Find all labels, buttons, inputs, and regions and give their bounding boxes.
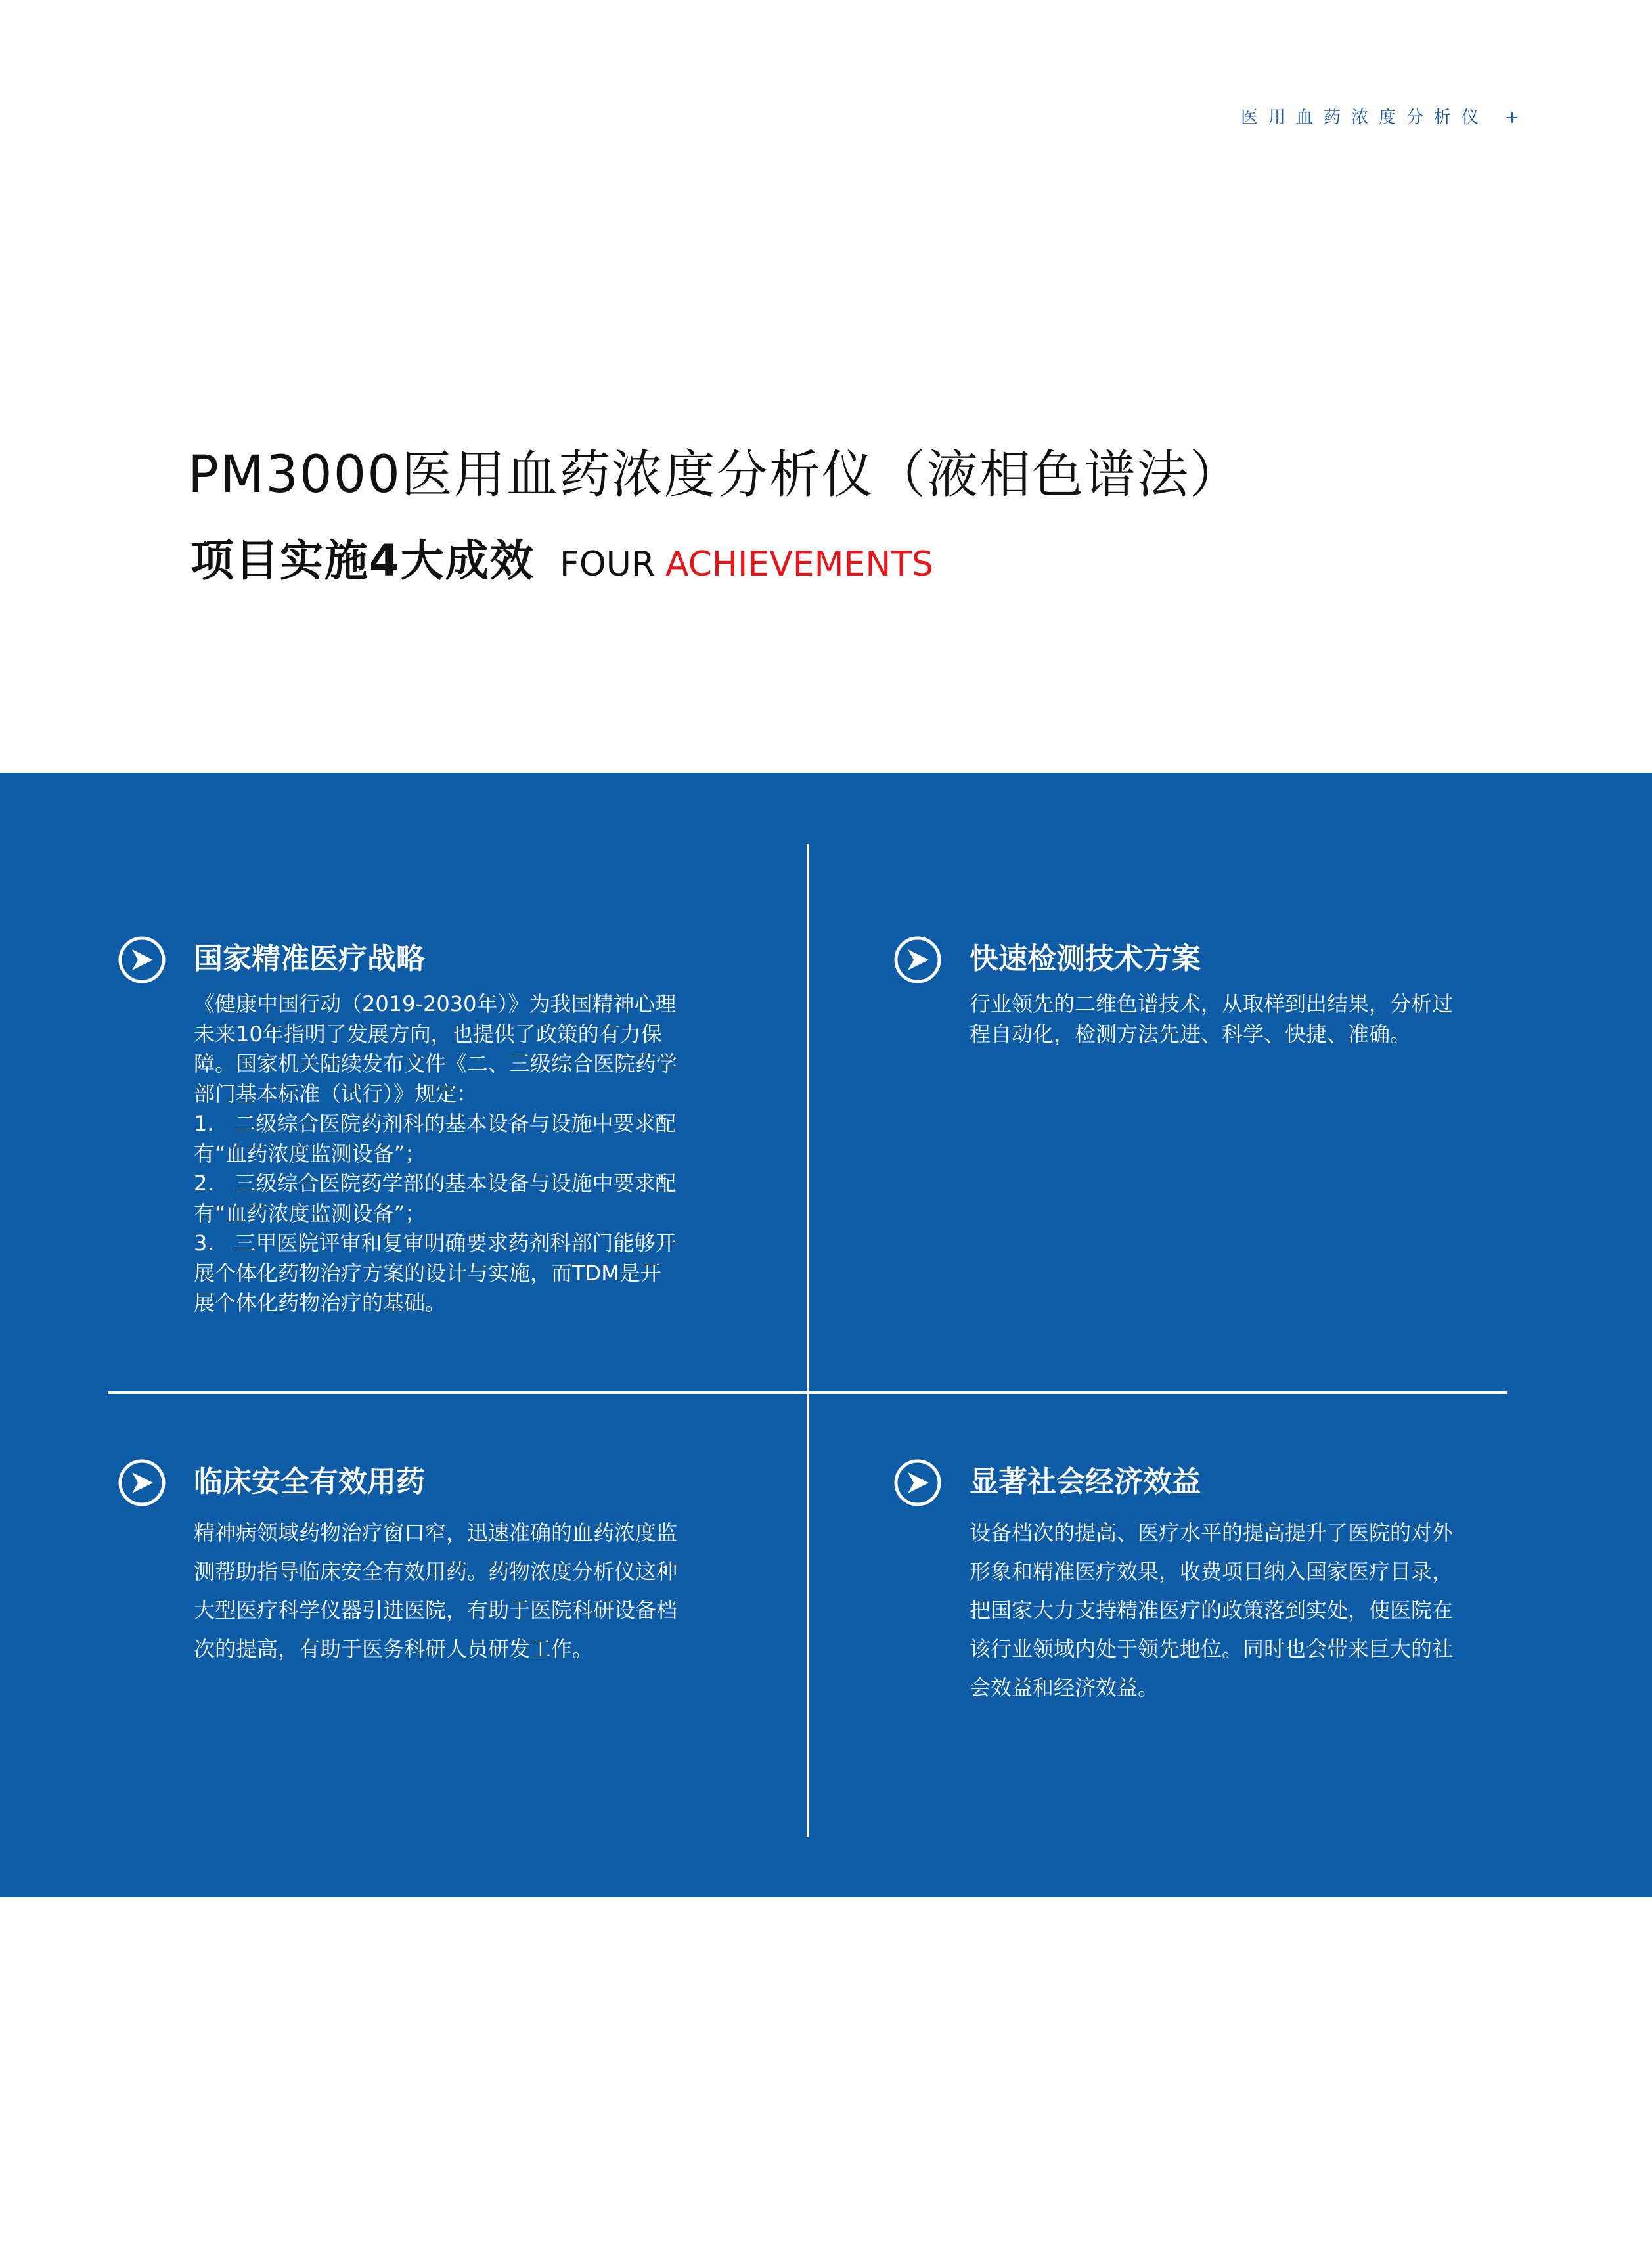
achievement-body: 精神病领域药物治疗窗口窄，迅速准确的血药浓度监 测帮助指导临床安全有效用药。药物浓度分析仪这种 大型医疗科学仪器引进医院，有助于医院科研设备档 次的提高，有助于医务科研人员研发工作。 [194, 1520, 678, 1661]
arrow-circle-icon [893, 936, 942, 984]
subtitle-en-prefix: FOUR [559, 545, 655, 584]
achievements-panel [0, 773, 1652, 1897]
achievement-heading: 快速检测技术方案 [970, 942, 1201, 976]
achievement-body: 设备档次的提高、医疗水平的提高提升了医院的对外 形象和精准医疗效果，收费项目纳入国家医疗目录， 把国家大力支持精准医疗的政策落到实处，使医院在 该行业领域内处于领先地位。同时也会带来巨大的社 会效益和经济效益。 [970, 1520, 1454, 1700]
achievement-block-1 [194, 939, 719, 1319]
page-subtitle [190, 526, 933, 588]
page-title: PM3000医用血药浓度分析仪（液相色谱法） [188, 445, 1242, 505]
achievement-heading: 显著社会经济效益 [970, 1465, 1201, 1499]
achievement-block-2 [970, 939, 1495, 1049]
horizontal-divider [108, 1391, 1507, 1394]
vertical-divider [807, 844, 809, 1837]
subtitle-en-highlight: ACHIEVEMENTS [665, 545, 934, 584]
achievement-heading: 国家精准医疗战略 [194, 942, 425, 976]
achievement-body: 《健康中国行动（2019-2030年）》为我国精神心理 未来10年指明了发展方向，也提供了政策的有力保 障。国家机关陆续发布文件《二、三级综合医院药学 部门基本标准（试行）》规定： 1. 二级综合医院药剂科的基本设备与设施中要求配 有“血药浓度监测设备”； 2. 三级综合医院药学部的基本设备与设施中要求配 有“血药浓度监测设备”； 3. 三甲医院评审和复审明确要求药剂科部门能够开 展个体化药物治疗方案的设计与实施，而TDM是开 展个体化药物治疗的基础。 [194, 991, 678, 1315]
running-header: 医用血药浓度分析仪 + [1240, 108, 1530, 127]
achievement-heading: 临床安全有效用药 [194, 1465, 425, 1499]
achievement-block-4 [970, 1462, 1495, 1707]
achievement-body: 行业领先的二维色谱技术，从取样到出结果，分析过 程自动化，检测方法先进、科学、快捷、准确。 [970, 991, 1454, 1047]
subtitle-cn: 项目实施4大成效 [190, 535, 535, 586]
arrow-circle-icon [118, 1458, 166, 1507]
achievement-block-3 [194, 1462, 719, 1669]
arrow-circle-icon [893, 1458, 942, 1507]
arrow-circle-icon [118, 936, 166, 984]
